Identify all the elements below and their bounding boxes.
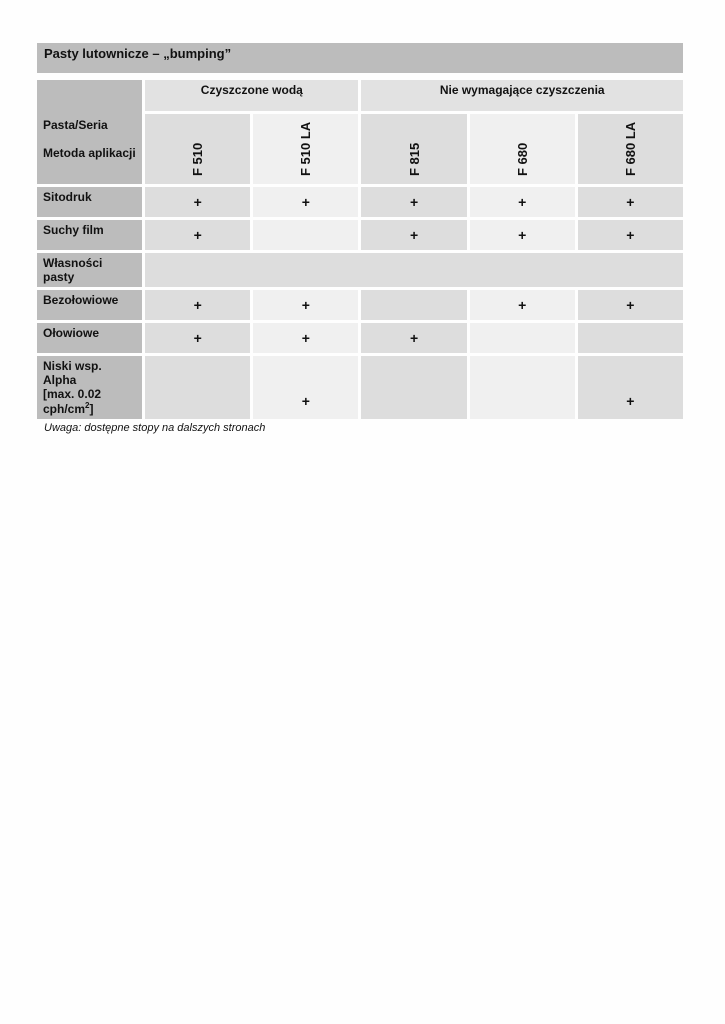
cell: [253, 220, 358, 250]
row-label-bezolowiowe: Bezołowiowe: [37, 290, 142, 320]
alpha-label-close: ]: [89, 402, 94, 416]
cell: +: [470, 187, 575, 217]
cell: +: [470, 290, 575, 320]
alpha-label-line3: cph/cm: [43, 402, 86, 416]
metoda-label: Metoda aplikacji: [43, 146, 136, 160]
cell: +: [361, 187, 466, 217]
cell: +: [578, 187, 683, 217]
alpha-label-line1: Niski wsp. Alpha: [43, 359, 102, 387]
column-header-f680: F 680: [470, 114, 575, 184]
cell: +: [145, 290, 250, 320]
group-water-header: Czyszczone wodą: [145, 80, 358, 111]
section-band: [145, 253, 683, 287]
document-page: [37, 43, 683, 434]
footnote: Uwaga: dostępne stopy na dalszych stronach: [44, 422, 266, 434]
cell: +: [578, 290, 683, 320]
row-label-alpha: [37, 356, 142, 419]
row-label-suchy-film: Suchy film: [37, 220, 142, 250]
cell: +: [145, 187, 250, 217]
column-header-f815: F 815: [361, 114, 466, 184]
table-row: [37, 290, 683, 320]
column-header-f510la: F 510 LA: [253, 114, 358, 184]
cell: +: [145, 323, 250, 353]
table-row: [37, 253, 683, 287]
cell: [470, 323, 575, 353]
cell: +: [145, 220, 250, 250]
group-noclean-header: Nie wymagające czyszczenia: [361, 80, 683, 111]
cell: +: [578, 356, 683, 419]
alpha-label-sup: 2: [85, 401, 90, 410]
cell: [361, 290, 466, 320]
cell: [470, 356, 575, 419]
cell: +: [253, 356, 358, 419]
cell: +: [361, 220, 466, 250]
header-label-cell: [37, 80, 142, 184]
table-row: [37, 220, 683, 250]
cell: +: [578, 220, 683, 250]
row-label-olowiowe: Ołowiowe: [37, 323, 142, 353]
pasta-seria-label: Pasta/Seria: [43, 118, 108, 132]
cell: [145, 356, 250, 419]
column-header-f680la: F 680 LA: [578, 114, 683, 184]
table-title: Pasty lutownicze – „bumping”: [37, 43, 683, 73]
table-row: [37, 323, 683, 353]
row-label-sitodruk: Sitodruk: [37, 187, 142, 217]
alpha-label-line2: [max. 0.02: [43, 387, 102, 401]
table-row: [37, 187, 683, 217]
cell: +: [253, 187, 358, 217]
paste-table: [34, 77, 686, 422]
cell: +: [361, 323, 466, 353]
cell: [361, 356, 466, 419]
row-label-wlasnosci: Własności pasty: [37, 253, 142, 287]
cell: +: [253, 290, 358, 320]
cell: [578, 323, 683, 353]
table-row: [37, 356, 683, 419]
cell: +: [470, 220, 575, 250]
cell: +: [253, 323, 358, 353]
column-header-f510: F 510: [145, 114, 250, 184]
